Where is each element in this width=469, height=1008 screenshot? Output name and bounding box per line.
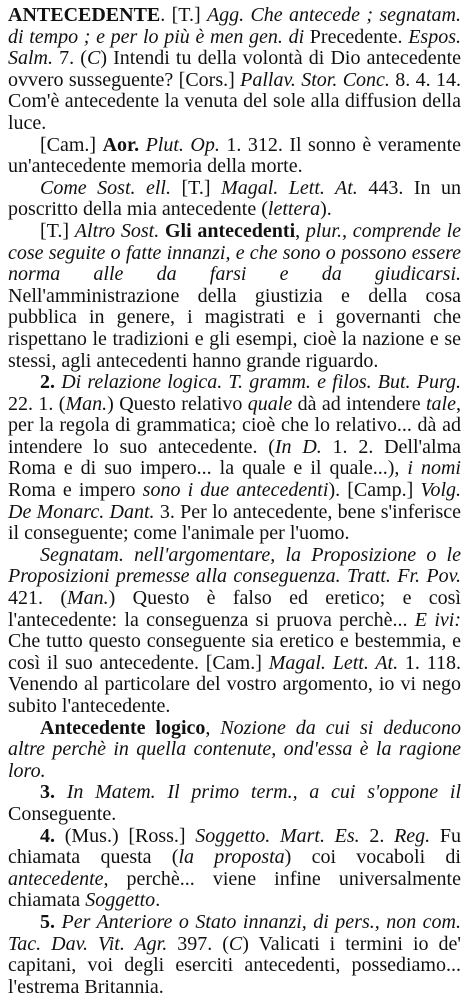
text-run: ) Valicati i termini io de' capitani, voi degli eserciti antecedenti, possediamo... l'estrema Britannia.	[8, 932, 461, 998]
italic-run: Magal. Lett. At.	[268, 651, 399, 674]
text-run: . [T.]	[160, 4, 207, 26]
text-run: ). [Camp.]	[328, 479, 421, 502]
italic-run: sono i due antecedenti	[142, 479, 329, 502]
italic-run: Espos. Salm.	[8, 25, 461, 70]
text-run: 22. 1. (	[8, 392, 66, 415]
bold-run: 2.	[40, 371, 62, 394]
italic-run: i nomi	[407, 457, 461, 480]
bold-run: Aor.	[102, 133, 140, 156]
entry-headword-paragraph	[8, 5, 461, 135]
italic-run: la proposta	[178, 846, 285, 869]
text-run: Fu chiamata questa (	[8, 824, 462, 869]
italic-run: Soggetto	[85, 889, 156, 912]
text-run: [T.]	[40, 219, 75, 242]
italic-run: Per Anteriore o Stato innanzi, di pers., non com. Tac. Dav. Vit. Agr.	[8, 910, 462, 955]
bold-run: 3.	[40, 781, 67, 804]
italic-run: Soggetto. Mart. Es.	[195, 824, 360, 847]
entry-sense-paragraph	[8, 178, 461, 221]
text-run: Nell'amministrazione della giustizia e della cosa pubblica in genere, i magistrati e i governanti che rispettano le tradizioni e gli esempi, cioè la nazione e se stessi, agli antecedenti hanno grande riguardo.	[8, 284, 461, 372]
entry-sense-paragraph	[8, 718, 461, 783]
text-run: ) Questo relativo	[107, 392, 248, 415]
entry-sense-paragraph	[8, 782, 461, 825]
bold-run: 5.	[40, 910, 62, 933]
text-run: 7. (	[53, 47, 87, 70]
italic-run: quale	[247, 392, 293, 415]
italic-run: Segnatam. nell'argomentare, la Proposizione o le Proposizioni premesse alla conseguenza. Tratt. Fr. Pov.	[8, 543, 461, 588]
bold-run: 4.	[40, 824, 65, 847]
text-run: Precedente.	[304, 25, 409, 48]
italic-run: Agg. Che antecede ; segnatam. di tempo ; e per lo più è men gen. di	[8, 4, 461, 48]
italic-run: C	[86, 47, 101, 70]
text-run: Roma e impero	[8, 479, 143, 502]
italic-run: Man.	[65, 392, 108, 415]
italic-run: C	[228, 932, 243, 955]
text-run: 3. Per lo antecedente, bene s'inferisce il conseguente; come l'animale per l'uomo.	[8, 500, 461, 545]
text-run: ) coi vocaboli di	[284, 846, 461, 869]
entry-sense-paragraph	[8, 372, 461, 545]
dictionary-entry-antecedente	[8, 5, 461, 998]
text-run: Conseguente.	[8, 802, 117, 825]
italic-run: tale	[426, 392, 456, 415]
italic-run: Volg. De Monarc. Dant.	[8, 479, 461, 523]
text-run: (Mus.) [Ross.]	[64, 824, 196, 847]
italic-run: Plut. Op.	[145, 133, 220, 156]
italic-run: Di relazione logica. T. gramm. e filos. But. Purg.	[61, 371, 461, 394]
italic-run: Come Sost. ell.	[40, 176, 171, 199]
entry-sense-paragraph	[8, 912, 461, 998]
text-run: .	[155, 889, 161, 912]
bold-run: Antecedente logico	[40, 716, 206, 739]
text-run: [Cam.]	[40, 133, 103, 156]
italic-run: Pallav. Stor. Conc.	[240, 68, 390, 91]
text-run: 443. In un poscritto della mia antecedente (	[8, 176, 461, 221]
italic-run: In Matem. Il primo term., a cui s'oppone il	[66, 781, 462, 804]
italic-run: Magal. Lett. At.	[221, 176, 358, 199]
text-run: ,	[205, 716, 221, 739]
bold-run: Gli antecedenti	[164, 219, 296, 242]
italic-run: Man.	[67, 587, 109, 610]
text-run: 397. (	[167, 932, 229, 955]
italic-run: antecedente	[8, 867, 104, 890]
italic-run: In D.	[274, 435, 322, 458]
entry-sense-paragraph	[8, 826, 461, 912]
text-run: 2.	[359, 824, 395, 847]
italic-run: Altro Sost.	[74, 219, 160, 242]
italic-run: E ivi:	[414, 608, 461, 631]
italic-run: Nozione da cui si deducono altre perchè in quella contenute, ond'essa è la ragione loro.	[8, 716, 461, 782]
text-run: 421. (	[8, 587, 67, 610]
text-run: , perchè... viene infine universalmente chiamata	[8, 867, 461, 912]
text-run: , per la regola di grammatica; cioè che lo relativo... dà ad intendere lo suo antecedente. (	[8, 392, 461, 458]
italic-run: Reg.	[394, 824, 431, 847]
text-run: 8. 4. 14. Com'è antecedente la venuta del sole alla diffusion della luce.	[8, 68, 461, 134]
entry-sense-paragraph	[8, 221, 461, 372]
text-run: [T.]	[171, 176, 222, 199]
text-run: 1. 312. Il sonno è veramente un'antecedente memoria della morte.	[8, 133, 461, 178]
text-run: 1. 2. Dell'alma Roma e di suo impero... la quale e il quale...),	[8, 435, 462, 480]
italic-run: plur., comprende le cose seguite o fatte innanzi, e che sono o possono essere norma alle da farsi e da giudicarsi.	[8, 219, 462, 286]
italic-run: lettera	[267, 198, 321, 221]
text-run: Che tutto questo conseguente sia eretico e bestemmia, e così il suo antecedente. [Cam.]	[8, 630, 461, 674]
text-run: 1. 118. Venendo al particolare del vostro argomento, io vi nego subito l'antecedente.	[8, 651, 461, 717]
entry-sense-paragraph	[8, 135, 461, 178]
entry-sense-paragraph	[8, 545, 461, 718]
text-run: ) Questo è falso ed eretico; e così l'antecedente: la conseguenza si pruova perchè...	[8, 587, 461, 631]
text-run: ) Intendi tu della volontà di Dio antecedente ovvero susseguente? [Cors.]	[8, 47, 462, 91]
text-run: ).	[320, 198, 332, 221]
text-run: dà ad intendere	[292, 392, 426, 415]
text-run: ,	[295, 219, 306, 242]
headword: ANTECEDENTE	[8, 4, 161, 26]
